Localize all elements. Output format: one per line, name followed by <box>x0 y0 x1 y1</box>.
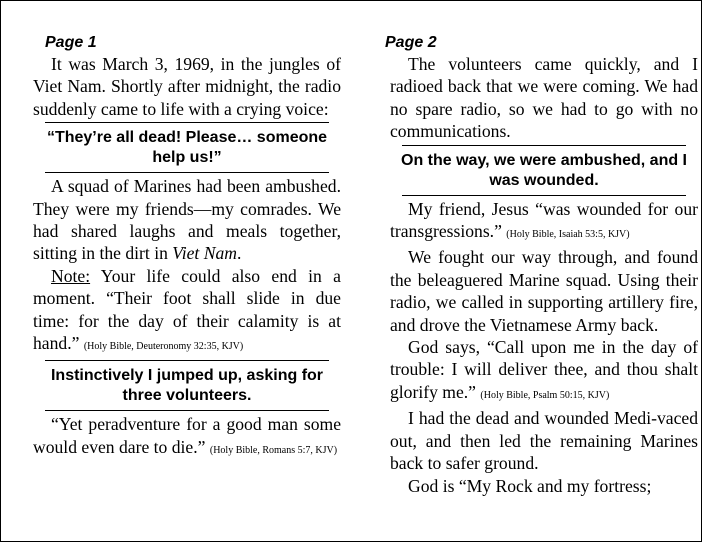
note-label: Note: <box>51 265 91 286</box>
paragraph: My friend, Jesus “was wounded for our transgressions.” (Holy Bible, Isaiah 53:5, KJV) <box>390 198 698 242</box>
divider <box>45 360 329 361</box>
bible-reference: (Holy Bible, Deuteronomy 32:35, KJV) <box>83 341 244 353</box>
paragraph: The volunteers came quickly, and I radioed back that we were coming. We had no spare radio, so we had to go with no communications. <box>390 54 698 142</box>
paragraph: We fought our way through, and found the beleaguered Marine squad. Using their radio, we called in supporting artillery fire, and drove the Vietnamese Army back. <box>390 247 698 335</box>
paragraph: God is “My Rock and my fortress; <box>408 475 652 496</box>
page-number-2: Page 2 <box>385 34 437 51</box>
paragraph: I had the dead and wounded Medi-vaced out, and then led the remaining Marines back to safer ground. <box>390 408 698 474</box>
note-paragraph: Note: Your life could also end in a moment. “Their foot shall slide in due time: for the day of their calamity is at hand.” (Holy Bible, Deuteronomy 32:35, KJV) <box>33 265 341 354</box>
page-1-text <box>33 53 341 462</box>
italic-text: Viet Nam <box>172 243 237 264</box>
paragraph: “Yet peradventure for a good man some would even dare to die.” (Holy Bible, Romans 5:7, KJV) <box>33 414 341 457</box>
paragraph: It was March 3, 1969, in the jungles of Viet Nam. Shortly after midnight, the radio suddenly came to life with a crying voice: <box>33 54 341 119</box>
divider <box>402 145 686 146</box>
divider <box>45 122 329 123</box>
page-2-text <box>390 53 698 497</box>
paragraph: A squad of Marines had been ambushed. They were my friends—my comrades. We had shared laughs and meals together, sitting in the dirt in Viet Nam. <box>33 176 341 264</box>
bible-reference: (Holy Bible, Psalm 50:15, KJV) <box>480 389 610 401</box>
callout-statement: On the way, we were ambushed, and I was wounded. <box>401 151 687 189</box>
callout-statement: Instinctively I jumped up, asking for three volunteers. <box>50 367 324 405</box>
page-number-1: Page 1 <box>45 34 97 51</box>
bible-reference: (Holy Bible, Isaiah 53:5, KJV) <box>506 229 630 241</box>
bible-reference: (Holy Bible, Romans 5:7, KJV) <box>209 444 338 456</box>
paragraph: God says, “Call upon me in the day of trouble: I will deliver thee, and thou shalt glorify me.” (Holy Bible, Psalm 50:15, KJV) <box>390 337 698 402</box>
callout-quote: “They’re all dead! Please… someone help us!” <box>46 129 328 167</box>
